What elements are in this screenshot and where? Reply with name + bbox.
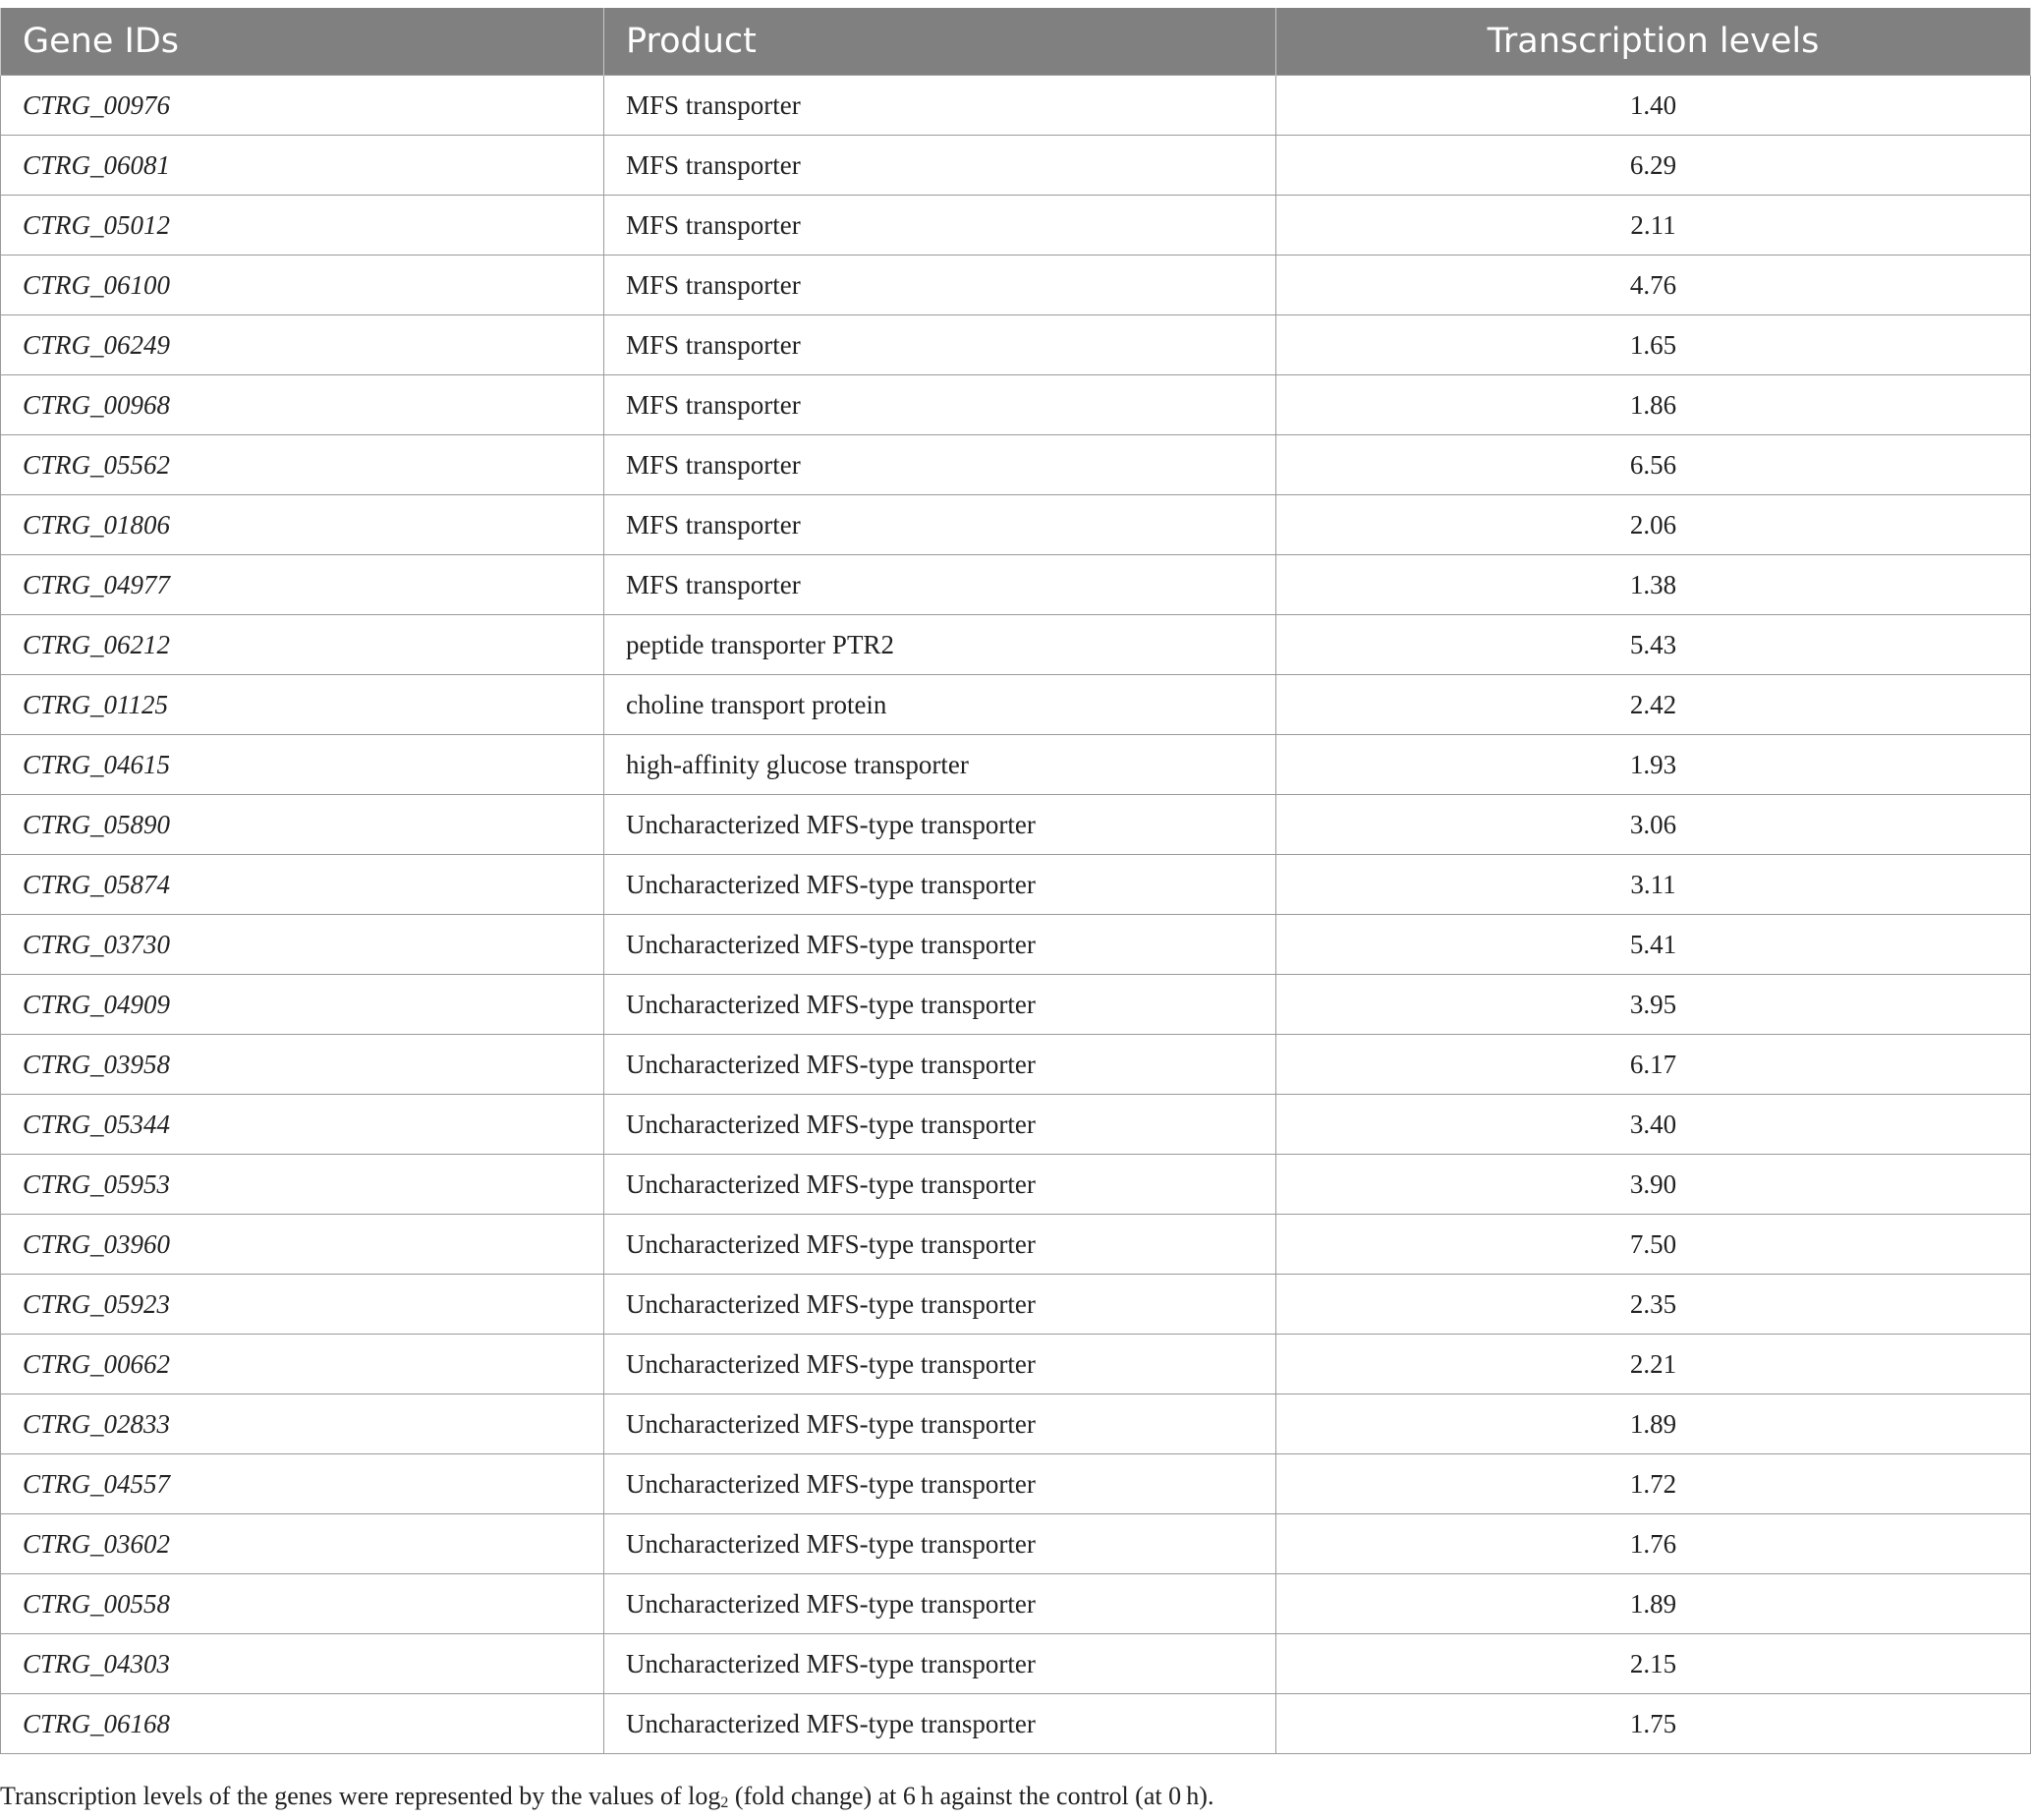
- table-row: [1, 1394, 2031, 1454]
- product-cell: Uncharacterized MFS-type transporter: [604, 1335, 1276, 1394]
- transcription-level-cell: 1.72: [1276, 1454, 2031, 1514]
- table-row: [1, 136, 2031, 196]
- gene-id-cell: CTRG_04909: [1, 975, 604, 1035]
- gene-id-cell: CTRG_03958: [1, 1035, 604, 1095]
- table-row: [1, 675, 2031, 735]
- product-cell: Uncharacterized MFS-type transporter: [604, 1694, 1276, 1754]
- gene-id-cell: CTRG_04615: [1, 735, 604, 795]
- transcription-level-cell: 5.41: [1276, 915, 2031, 975]
- transcription-level-cell: 5.43: [1276, 615, 2031, 675]
- gene-id-cell: CTRG_06100: [1, 256, 604, 315]
- table-row: [1, 1694, 2031, 1754]
- table-row: [1, 315, 2031, 375]
- table-row: [1, 196, 2031, 256]
- footnote-text: Transcription levels of the genes were represented by the values of log: [0, 1782, 721, 1810]
- transcription-level-cell: 1.76: [1276, 1514, 2031, 1574]
- product-cell: Uncharacterized MFS-type transporter: [604, 1155, 1276, 1215]
- table-row: [1, 615, 2031, 675]
- gene-id-cell: CTRG_05953: [1, 1155, 604, 1215]
- transcription-level-cell: 1.86: [1276, 375, 2031, 435]
- product-cell: MFS transporter: [604, 375, 1276, 435]
- transcription-level-cell: 2.06: [1276, 495, 2031, 555]
- product-cell: Uncharacterized MFS-type transporter: [604, 1095, 1276, 1155]
- product-cell: MFS transporter: [604, 256, 1276, 315]
- gene-id-cell: CTRG_05890: [1, 795, 604, 855]
- transcription-level-cell: 3.90: [1276, 1155, 2031, 1215]
- header-product: Product: [604, 8, 1276, 76]
- transcription-level-cell: 6.56: [1276, 435, 2031, 495]
- transcription-level-cell: 1.65: [1276, 315, 2031, 375]
- table-row: [1, 1454, 2031, 1514]
- table-row: [1, 256, 2031, 315]
- table-row: [1, 855, 2031, 915]
- table-body: [1, 76, 2031, 1754]
- table-row: [1, 1155, 2031, 1215]
- transcription-level-cell: 2.35: [1276, 1275, 2031, 1335]
- table-row: [1, 1215, 2031, 1275]
- transcription-level-cell: 1.89: [1276, 1394, 2031, 1454]
- table-row: [1, 375, 2031, 435]
- table-row: [1, 1574, 2031, 1634]
- gene-id-cell: CTRG_04557: [1, 1454, 604, 1514]
- table-header: [1, 8, 2031, 76]
- table-row: [1, 1335, 2031, 1394]
- product-cell: Uncharacterized MFS-type transporter: [604, 1634, 1276, 1694]
- transcription-level-cell: 1.93: [1276, 735, 2031, 795]
- header-gene-ids: Gene IDs: [1, 8, 604, 76]
- product-cell: choline transport protein: [604, 675, 1276, 735]
- gene-id-cell: CTRG_05923: [1, 1275, 604, 1335]
- gene-id-cell: CTRG_05344: [1, 1095, 604, 1155]
- table-row: [1, 795, 2031, 855]
- product-cell: Uncharacterized MFS-type transporter: [604, 975, 1276, 1035]
- gene-transcription-table: [0, 8, 2031, 1754]
- product-cell: Uncharacterized MFS-type transporter: [604, 1394, 1276, 1454]
- data-table-container: [0, 8, 2031, 1754]
- table-row: [1, 76, 2031, 136]
- product-cell: Uncharacterized MFS-type transporter: [604, 1574, 1276, 1634]
- product-cell: MFS transporter: [604, 196, 1276, 256]
- product-cell: MFS transporter: [604, 76, 1276, 136]
- transcription-level-cell: 6.17: [1276, 1035, 2031, 1095]
- gene-id-cell: CTRG_06212: [1, 615, 604, 675]
- transcription-level-cell: 3.06: [1276, 795, 2031, 855]
- gene-id-cell: CTRG_01806: [1, 495, 604, 555]
- gene-id-cell: CTRG_04303: [1, 1634, 604, 1694]
- table-row: [1, 555, 2031, 615]
- product-cell: high-affinity glucose transporter: [604, 735, 1276, 795]
- product-cell: MFS transporter: [604, 435, 1276, 495]
- product-cell: MFS transporter: [604, 555, 1276, 615]
- gene-id-cell: CTRG_00968: [1, 375, 604, 435]
- gene-id-cell: CTRG_03602: [1, 1514, 604, 1574]
- table-row: [1, 1275, 2031, 1335]
- gene-id-cell: CTRG_01125: [1, 675, 604, 735]
- footnote-text-end: (fold change) at 6 h against the control (at 0 h).: [728, 1782, 1214, 1810]
- transcription-level-cell: 3.40: [1276, 1095, 2031, 1155]
- transcription-level-cell: 3.11: [1276, 855, 2031, 915]
- gene-id-cell: CTRG_00976: [1, 76, 604, 136]
- transcription-level-cell: 2.21: [1276, 1335, 2031, 1394]
- transcription-level-cell: 7.50: [1276, 1215, 2031, 1275]
- transcription-level-cell: 1.38: [1276, 555, 2031, 615]
- table-footnote: [0, 1782, 1213, 1812]
- table-row: [1, 1035, 2031, 1095]
- gene-id-cell: CTRG_05874: [1, 855, 604, 915]
- table-row: [1, 1514, 2031, 1574]
- gene-id-cell: CTRG_00558: [1, 1574, 604, 1634]
- table-row: [1, 735, 2031, 795]
- product-cell: peptide transporter PTR2: [604, 615, 1276, 675]
- product-cell: Uncharacterized MFS-type transporter: [604, 915, 1276, 975]
- gene-id-cell: CTRG_05562: [1, 435, 604, 495]
- gene-id-cell: CTRG_06081: [1, 136, 604, 196]
- transcription-level-cell: 6.29: [1276, 136, 2031, 196]
- gene-id-cell: CTRG_06168: [1, 1694, 604, 1754]
- product-cell: Uncharacterized MFS-type transporter: [604, 1275, 1276, 1335]
- product-cell: Uncharacterized MFS-type transporter: [604, 1215, 1276, 1275]
- product-cell: Uncharacterized MFS-type transporter: [604, 1514, 1276, 1574]
- gene-id-cell: CTRG_04977: [1, 555, 604, 615]
- transcription-level-cell: 3.95: [1276, 975, 2031, 1035]
- footnote-subscript: 2: [720, 1794, 729, 1811]
- table-row: [1, 1634, 2031, 1694]
- transcription-level-cell: 1.89: [1276, 1574, 2031, 1634]
- gene-id-cell: CTRG_03960: [1, 1215, 604, 1275]
- table-row: [1, 435, 2031, 495]
- product-cell: MFS transporter: [604, 495, 1276, 555]
- product-cell: Uncharacterized MFS-type transporter: [604, 1035, 1276, 1095]
- gene-id-cell: CTRG_05012: [1, 196, 604, 256]
- transcription-level-cell: 2.42: [1276, 675, 2031, 735]
- product-cell: MFS transporter: [604, 136, 1276, 196]
- transcription-level-cell: 2.11: [1276, 196, 2031, 256]
- gene-id-cell: CTRG_03730: [1, 915, 604, 975]
- header-row: [1, 8, 2031, 76]
- product-cell: Uncharacterized MFS-type transporter: [604, 1454, 1276, 1514]
- transcription-level-cell: 2.15: [1276, 1634, 2031, 1694]
- product-cell: Uncharacterized MFS-type transporter: [604, 795, 1276, 855]
- product-cell: MFS transporter: [604, 315, 1276, 375]
- transcription-level-cell: 1.40: [1276, 76, 2031, 136]
- header-transcription-levels: Transcription levels: [1276, 8, 2031, 76]
- gene-id-cell: CTRG_00662: [1, 1335, 604, 1394]
- table-row: [1, 975, 2031, 1035]
- gene-id-cell: CTRG_02833: [1, 1394, 604, 1454]
- table-row: [1, 1095, 2031, 1155]
- table-row: [1, 915, 2031, 975]
- gene-id-cell: CTRG_06249: [1, 315, 604, 375]
- transcription-level-cell: 4.76: [1276, 256, 2031, 315]
- table-row: [1, 495, 2031, 555]
- transcription-level-cell: 1.75: [1276, 1694, 2031, 1754]
- product-cell: Uncharacterized MFS-type transporter: [604, 855, 1276, 915]
